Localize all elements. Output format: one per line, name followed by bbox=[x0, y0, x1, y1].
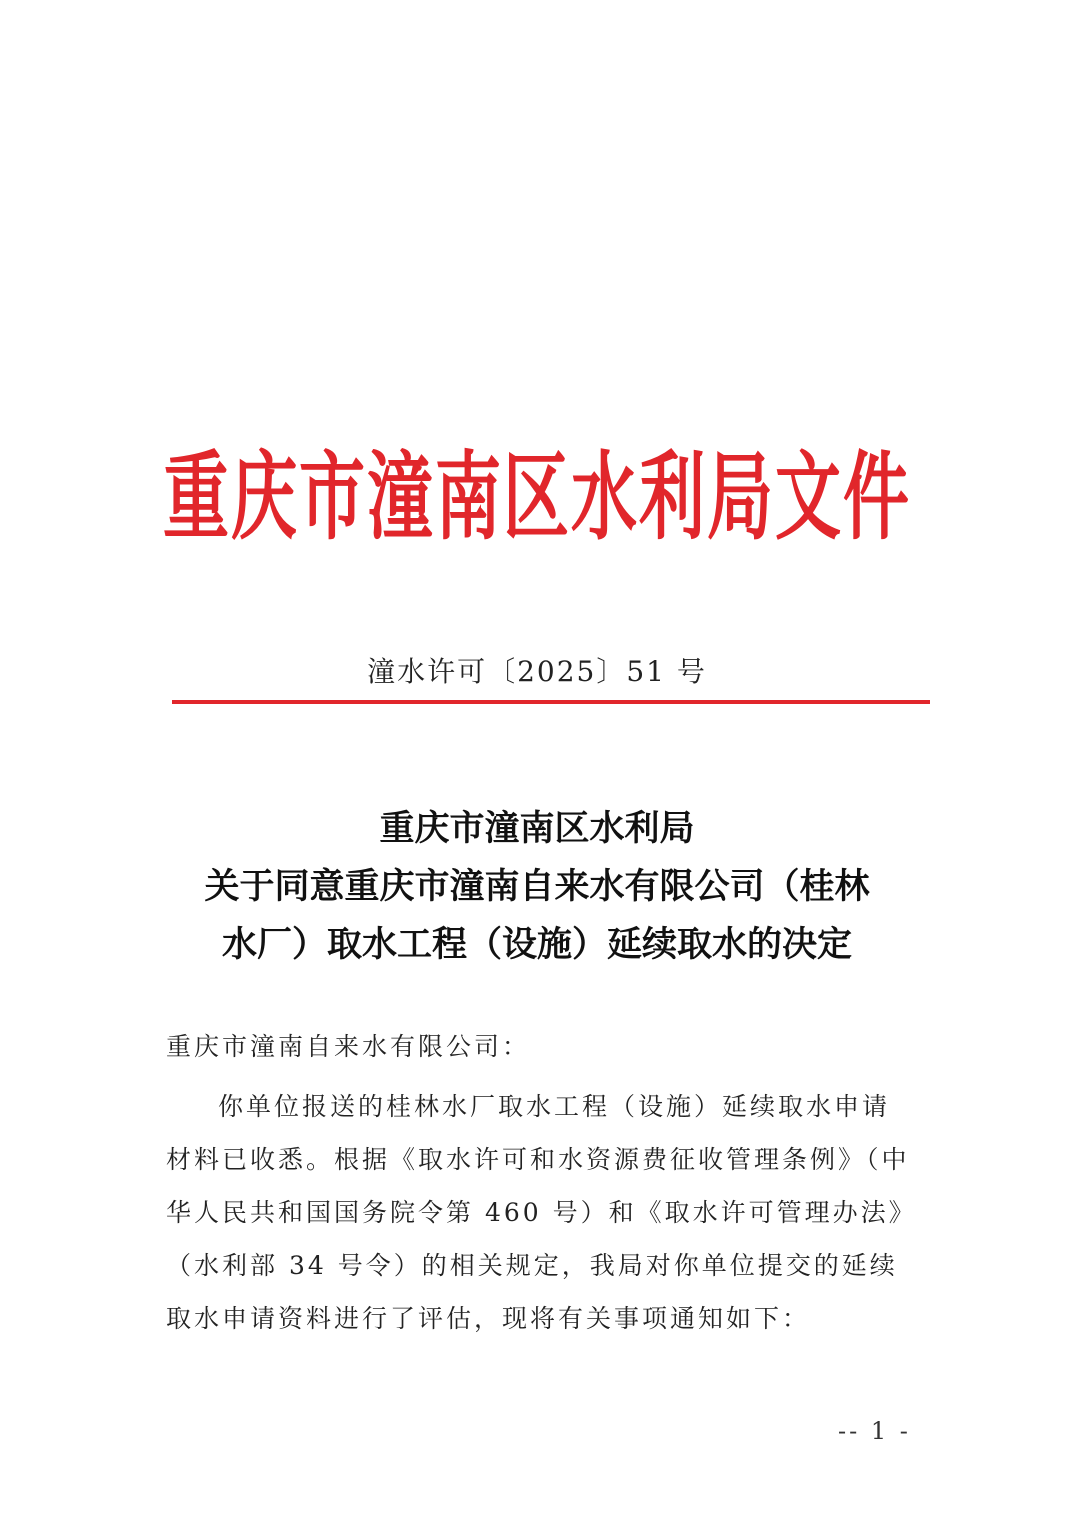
red-separator-line bbox=[172, 700, 930, 704]
title-line: 水厂）取水工程（设施）延续取水的决定 bbox=[221, 924, 852, 965]
title-line: 重庆市潼南区水利局 bbox=[379, 808, 695, 849]
addressee: 重庆市潼南自来水有限公司： bbox=[166, 1032, 531, 1061]
title-line: 关于同意重庆市潼南自来水有限公司（桂林 bbox=[204, 866, 870, 907]
page-number: -- 1 - bbox=[838, 1417, 911, 1445]
body-line: 你单位报送的桂林水厂取水工程（设施）延续取水申请 bbox=[218, 1092, 891, 1121]
body-line: （水利部 34 号令）的相关规定，我局对你单位提交的延续 bbox=[166, 1251, 898, 1280]
body-paragraph bbox=[166, 1080, 917, 1345]
document-title bbox=[150, 800, 924, 974]
body-line: 华人民共和国国务院令第 460 号）和《取水许可管理办法》 bbox=[166, 1198, 917, 1227]
issuer-banner: 重庆市潼南区水利局文件 bbox=[163, 441, 911, 554]
body-line: 材料已收悉。根据《取水许可和水资源费征收管理条例》（中 bbox=[166, 1145, 910, 1174]
body-line: 取水申请资料进行了评估，现将有关事项通知如下： bbox=[166, 1304, 811, 1333]
document-number: 潼水许可〔2025〕51 号 bbox=[367, 655, 707, 688]
